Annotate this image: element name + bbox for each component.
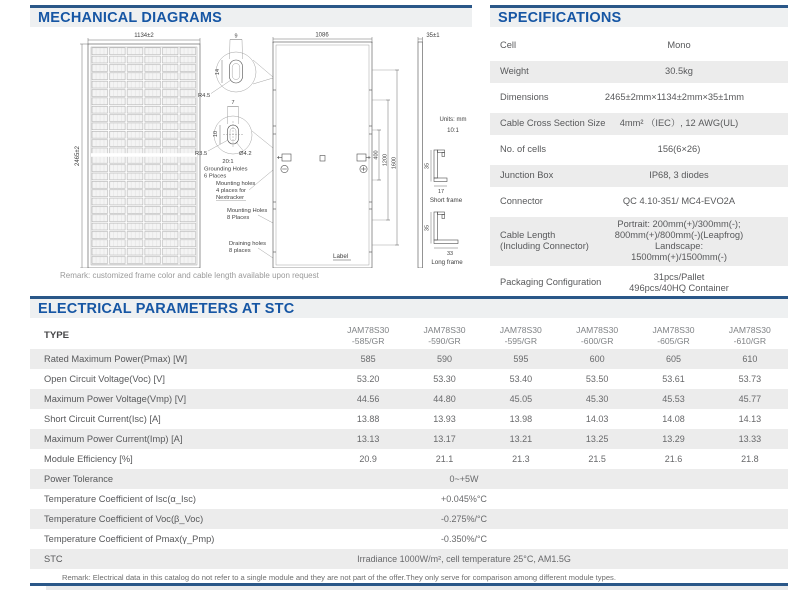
units-label: Units: mm xyxy=(439,117,467,123)
electrical-span-value: -0.275%/°C xyxy=(440,514,488,524)
detail2-diameter: Ø4.2 xyxy=(239,151,252,157)
electrical-value-cell: 21.5 xyxy=(588,454,606,464)
draining-holes-label-1: Draining holes xyxy=(229,241,267,247)
electrical-row xyxy=(30,529,788,549)
electrical-value-cell: 13.21 xyxy=(509,434,533,444)
mechanical-remark: Remark: customized frame color and cable length available upon request xyxy=(60,271,319,280)
electrical-row xyxy=(30,389,788,409)
spec-row xyxy=(490,113,788,135)
long-frame-label: Long frame xyxy=(431,259,463,266)
electrical-value-cell: 13.33 xyxy=(738,434,762,444)
mounting-holes-label-1: Mounting Holes xyxy=(227,208,268,214)
electrical-section xyxy=(30,296,788,582)
electrical-value-cell: 45.05 xyxy=(509,394,533,404)
short-frame-height: 35 xyxy=(424,162,431,170)
spec-row xyxy=(490,270,788,296)
electrical-value-cell: 14.13 xyxy=(738,414,762,424)
spec-label-line: Cable Cross Section Size xyxy=(500,118,606,129)
spec-row-label xyxy=(490,230,614,252)
electrical-row-label: Maximum Power Voltage(Vmp) [V] xyxy=(44,394,187,404)
detail2-top-dim: 7 xyxy=(231,100,235,106)
junction-box-right xyxy=(357,154,366,161)
nextracker-label-1: Mounting holes xyxy=(216,181,256,187)
electrical-row-label: Short Circuit Current(Isc) [A] xyxy=(44,414,161,424)
spec-row xyxy=(490,139,788,161)
spec-row xyxy=(490,35,788,57)
spec-label-line: Cell xyxy=(500,40,517,51)
electrical-value-cell: 13.88 xyxy=(356,414,380,424)
electrical-value-cell: 14.08 xyxy=(662,414,685,424)
electrical-row xyxy=(30,549,788,569)
electrical-row xyxy=(30,349,788,369)
label-text: Label xyxy=(333,253,349,260)
spec-row-label xyxy=(490,40,614,51)
electrical-row xyxy=(30,429,788,449)
spec-row-label xyxy=(490,144,614,155)
spec-row-value xyxy=(614,40,788,51)
electrical-row-label: Open Circuit Voltage(Voc) [V] xyxy=(44,374,165,384)
electrical-row-label: Module Efficiency [%] xyxy=(44,454,133,464)
spec-value-line: Landscape: 1500mm(+)/1500mm(-) xyxy=(631,241,727,263)
spec-label-line: Packaging Configuration xyxy=(500,277,602,288)
grounding-holes-label-2: 6 Places xyxy=(204,173,227,180)
spec-label-line: Cable Length xyxy=(500,230,556,241)
draining-holes-label-2: 8 places xyxy=(229,248,251,254)
spec-row-value xyxy=(614,118,788,129)
short-frame-width: 17 xyxy=(437,189,445,195)
electrical-value-cell: 20.9 xyxy=(359,454,377,464)
spec-value-line: 496pcs/40HQ Container xyxy=(629,282,729,293)
spec-value-line: 2465±2mm×1134±2mm×35±1mm xyxy=(604,92,744,103)
electrical-value-cell: 13.29 xyxy=(662,434,685,444)
specifications-title: SPECIFICATIONS xyxy=(498,9,622,26)
model-column-header xyxy=(483,325,559,346)
scale-label: 10:1 xyxy=(447,128,459,134)
grounding-holes-label-1: Grounding Holes xyxy=(204,166,248,173)
electrical-row-label: Power Tolerance xyxy=(44,474,114,484)
back-width-label: 1086 xyxy=(315,32,329,39)
electrical-value-cell: 590 xyxy=(436,354,452,364)
spec-row-value xyxy=(614,170,788,181)
specifications-table xyxy=(490,35,788,296)
electrical-row-label: Rated Maximum Power(Pmax) [W] xyxy=(44,354,188,364)
electrical-row xyxy=(30,369,788,389)
electrical-value-cell: 45.77 xyxy=(738,394,762,404)
model-name-line2: -610/GR xyxy=(733,335,767,346)
electrical-value-cell: 21.3 xyxy=(512,454,530,464)
spec-row-label xyxy=(490,118,614,129)
dim-400-label: 400 xyxy=(373,150,380,160)
specifications-section xyxy=(490,5,788,300)
spec-row-label xyxy=(490,196,614,207)
mechanical-title: MECHANICAL DIAGRAMS xyxy=(38,9,222,26)
junction-box-left xyxy=(282,154,291,161)
electrical-row-label: Temperature Coefficient of Pmax(γ_Pmp) xyxy=(44,534,215,544)
spec-label-line: Junction Box xyxy=(500,170,554,181)
electrical-value-cell: 605 xyxy=(665,354,681,364)
specifications-header-bar xyxy=(490,5,788,27)
spec-value-line: Mono xyxy=(667,40,691,51)
model-name-line2: -585/GR xyxy=(351,335,385,346)
junction-box-center xyxy=(320,156,325,162)
spec-label-line: Dimensions xyxy=(500,92,549,103)
electrical-row xyxy=(30,409,788,429)
electrical-row-label: Temperature Coefficient of Voc(β_Voc) xyxy=(44,514,204,524)
long-frame-width: 33 xyxy=(446,251,454,257)
spec-label-line: (Including Connector) xyxy=(500,241,589,252)
model-name-line1: JAM78S30 xyxy=(576,324,619,335)
side-thickness-label: 35±1 xyxy=(426,33,440,39)
electrical-value-cell: 53.61 xyxy=(662,374,685,384)
model-name-line1: JAM78S30 xyxy=(347,324,390,335)
model-column-header xyxy=(559,325,635,346)
dim-width-label: 1134±2 xyxy=(134,33,154,39)
electrical-value-cell: 21.6 xyxy=(664,454,683,464)
dim-height-label: 2465±2 xyxy=(75,146,81,166)
detail2-radius: R3.5 xyxy=(195,151,208,157)
spec-row-value xyxy=(614,144,788,155)
electrical-span-value: -0.350%/°C xyxy=(440,534,488,544)
electrical-value-cell: 595 xyxy=(513,354,529,364)
electrical-row-label: Maximum Power Current(Imp) [A] xyxy=(44,434,183,444)
electrical-value-cell: 21.8 xyxy=(741,454,759,464)
spec-row-label xyxy=(490,277,614,288)
electrical-row-label: STC xyxy=(44,554,63,564)
electrical-value-cell: 53.20 xyxy=(356,374,380,384)
nextracker-label-2: 4 places for xyxy=(216,188,246,194)
spec-value-line: 31pcs/Pallet xyxy=(653,271,705,282)
electrical-value-cell: 45.53 xyxy=(662,394,685,404)
spec-row xyxy=(490,217,788,266)
spec-value-line: 800mm(+)/800mm(-)(Leapfrog) xyxy=(614,230,744,241)
model-name-line2: -595/GR xyxy=(504,335,538,346)
spec-row-label xyxy=(490,66,614,77)
electrical-remark: Remark: Electrical data in this catalog do not refer to a single module and they are not part of the offer.They only serve for comparison among different module types. xyxy=(62,573,616,582)
model-name-line2: -600/GR xyxy=(580,335,614,346)
electrical-value-cell: 53.73 xyxy=(738,374,762,384)
electrical-value-cell: 585 xyxy=(360,354,376,364)
model-name-line1: JAM78S30 xyxy=(499,324,542,335)
electrical-span-value: +0.045%°C xyxy=(441,494,487,504)
electrical-value-cell: 13.25 xyxy=(585,434,609,444)
model-column-header xyxy=(330,325,406,346)
electrical-value-cell: 53.40 xyxy=(509,374,533,384)
short-frame-label: Short frame xyxy=(429,197,463,204)
long-frame-height: 35 xyxy=(424,224,431,232)
model-name-line1: JAM78S30 xyxy=(728,324,771,335)
spec-value-line: IP68, 3 diodes xyxy=(649,170,709,181)
dim-1600-label: 1600 xyxy=(391,156,398,170)
spec-row xyxy=(490,61,788,83)
spec-value-line: QC 4.10-351/ MC4-EVO2A xyxy=(622,196,736,207)
mounting-holes-label-2: 8 Places xyxy=(227,215,250,221)
electrical-header-bar xyxy=(30,296,788,318)
electrical-value-cell: 53.50 xyxy=(585,374,609,384)
electrical-value-cell: 45.30 xyxy=(585,394,609,404)
electrical-row xyxy=(30,509,788,529)
electrical-span-value: Irradiance 1000W/m², cell temperature 25°C, AM1.5G xyxy=(357,554,571,564)
mechanical-section xyxy=(30,5,472,268)
spec-row-label xyxy=(490,92,605,103)
electrical-value-cell: 13.13 xyxy=(356,434,380,444)
spec-label-line: No. of cells xyxy=(500,144,546,155)
electrical-value-cell: 610 xyxy=(742,354,758,364)
spec-row-label xyxy=(490,170,614,181)
spec-row-value xyxy=(605,92,788,103)
electrical-value-cell: 13.17 xyxy=(433,434,456,444)
model-name-line2: -590/GR xyxy=(428,335,461,346)
mechanical-diagram xyxy=(30,30,472,268)
dim-1200-label: 1200 xyxy=(382,153,389,167)
electrical-header-row xyxy=(30,322,788,349)
spec-row-value xyxy=(614,66,788,77)
electrical-value-cell: 13.98 xyxy=(509,414,533,424)
electrical-value-cell: 13.93 xyxy=(433,414,456,424)
electrical-table xyxy=(30,322,788,569)
electrical-value-cell: 53.30 xyxy=(433,374,456,384)
spec-value-line: Portrait: 200mm(+)/300mm(-); xyxy=(617,219,741,229)
electrical-value-cell: 21.1 xyxy=(435,454,454,464)
detail2-scale: 20:1 xyxy=(222,159,234,165)
spec-value-line: 30.5kg xyxy=(665,66,693,77)
electrical-row xyxy=(30,489,788,509)
electrical-title: ELECTRICAL PARAMETERS AT STC xyxy=(38,300,295,317)
model-column-header xyxy=(635,325,711,346)
spec-row xyxy=(490,191,788,213)
spec-row-value xyxy=(614,219,788,264)
mechanical-header-bar xyxy=(30,5,472,27)
electrical-value-cell: 14.03 xyxy=(585,414,609,424)
spec-row xyxy=(490,87,788,109)
type-column-header: TYPE xyxy=(44,330,70,341)
electrical-row xyxy=(30,449,788,469)
spec-value-line: 156(6×26) xyxy=(657,144,701,155)
nextracker-label-3: Nextracker xyxy=(216,195,245,201)
model-name-line2: -605/GR xyxy=(657,335,690,346)
electrical-span-value: 0~+5W xyxy=(449,474,479,484)
model-column-header xyxy=(712,325,788,346)
detail1-side-dim: 14 xyxy=(215,68,221,76)
model-name-line1: JAM78S30 xyxy=(423,324,466,335)
spec-row-value xyxy=(614,196,788,207)
next-section-header-peek xyxy=(46,586,788,590)
detail2-side-dim: 10 xyxy=(213,130,219,138)
model-name-line1: JAM78S30 xyxy=(652,324,695,335)
spec-value-line: 4mm² （IEC）, 12 AWG(UL) xyxy=(619,118,739,129)
detail1-top-dim: 9 xyxy=(234,33,238,40)
electrical-row xyxy=(30,469,788,489)
electrical-value-cell: 44.56 xyxy=(356,394,380,404)
electrical-value-cell: 44.80 xyxy=(433,394,456,404)
electrical-value-cell: 600 xyxy=(589,354,605,364)
spec-row-value xyxy=(614,272,788,294)
spec-label-line: Weight xyxy=(500,66,529,77)
detail1-radius: R4.5 xyxy=(198,93,211,99)
spec-row xyxy=(490,165,788,187)
model-column-header xyxy=(406,325,482,346)
spec-label-line: Connector xyxy=(500,196,543,207)
electrical-row-label: Temperature Coefficient of Isc(α_Isc) xyxy=(44,494,196,504)
